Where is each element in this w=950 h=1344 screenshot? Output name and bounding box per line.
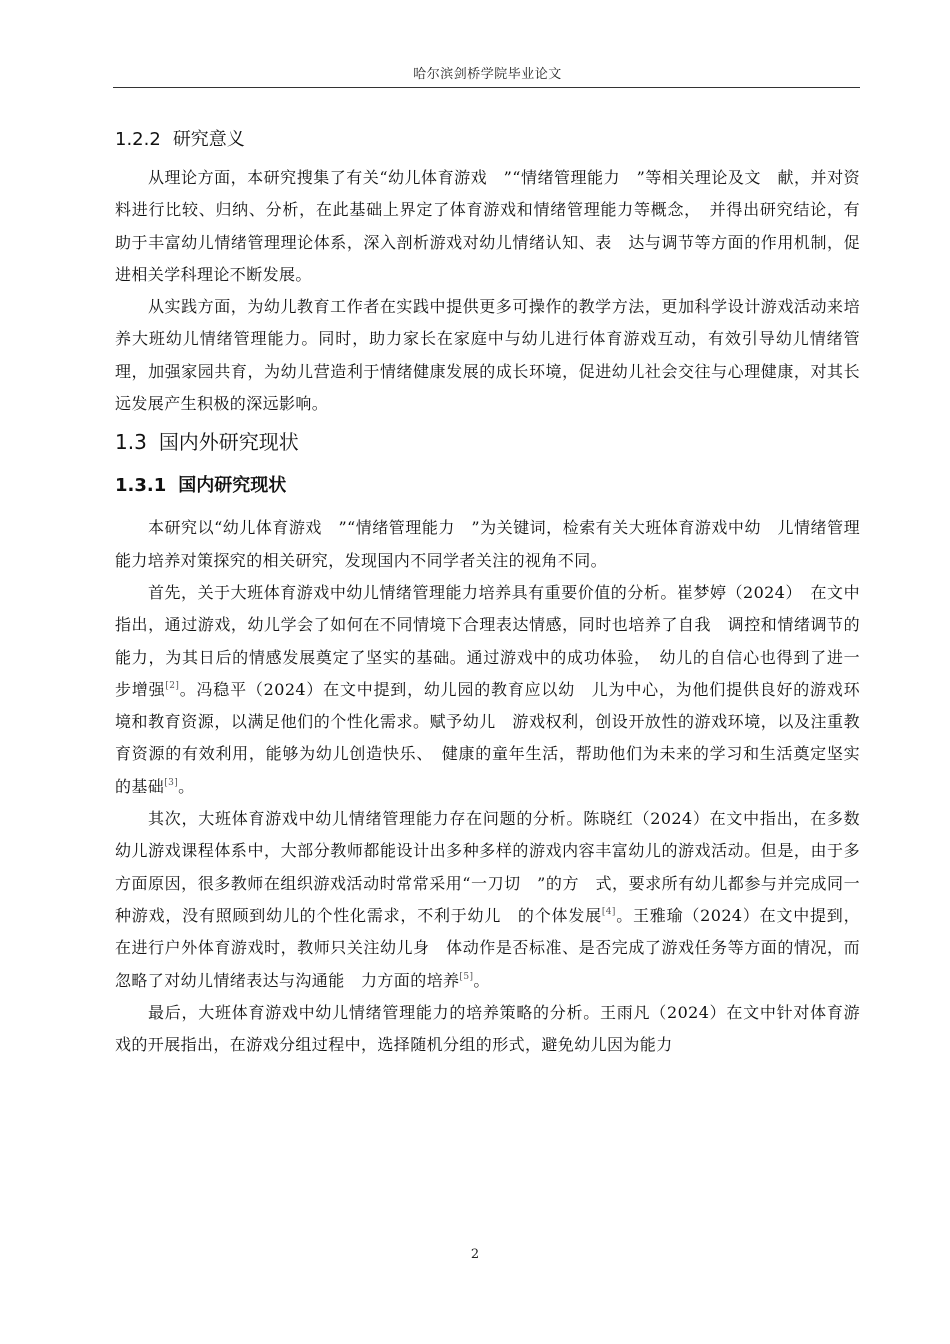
- section-title: 研究意义: [172, 129, 245, 150]
- paragraph-theory: 从理论方面，本研究搜集了有关“幼儿体育游戏 ”“情绪管理能力 ”等相关理论及文 献，并对资料进行比较、归纳、分析，在此基础上界定了体育游戏和情绪管理能力等概念， 并得出研究结论，有助于丰富幼儿情绪管理理论体系，深入剖析游戏对幼儿情绪认知、表 达与调节等方面的作用机制，促进相关学科理论不断发展。: [115, 168, 860, 284]
- page-body: [115, 118, 860, 1061]
- section-number: 1.2.2: [115, 129, 161, 150]
- section-heading-1-2-2: [115, 118, 860, 162]
- citation-ref: [3]: [164, 777, 179, 788]
- paragraph-text: 其次，大班体育游戏中幼儿情绪管理能力存在问题的分析。陈晓红（2024）在文中指出，在多数幼儿游戏课程体系中，大部分教师都能设计出多种多样的游戏内容丰富幼儿的游戏活动。但是，由于多方面原因，很多教师在组织游戏活动时常常采用“一刀切 ”的方 式，要求所有幼儿都参与并完成同一种游戏，没有照顾到幼儿的个性化需求，不利于幼儿 的个体发展: [115, 809, 860, 925]
- paragraph-text: 。: [178, 776, 195, 796]
- section-number: 1.3: [115, 430, 147, 455]
- paragraph-problem-analysis: [115, 803, 860, 997]
- header-rule: [113, 87, 860, 88]
- citation-ref: [2]: [165, 680, 180, 691]
- section-title: 国内研究现状: [178, 475, 287, 497]
- paragraph-text: 。冯稳平（2024）在文中提到，幼儿园的教育应以幼 儿为中心，为他们提供良好的游戏环境和教育资源，以满足他们的个性化需求。赋予幼儿 游戏权利，创设开放性的游戏环境，以及注重教育资源的有效利用，能够为幼儿创造快乐、 健康的童年生活，帮助他们为未来的学习和生活奠定坚实的基础: [115, 679, 860, 796]
- section-title: 国内外研究现状: [158, 430, 299, 455]
- running-header: 哈尔滨剑桥学院毕业论文: [413, 67, 562, 82]
- section-number: 1.3.1: [115, 475, 167, 497]
- paragraph-text: 。王雅瑜（2024）在文中提到，在进行户外体育游戏时，教师只关注幼儿身 体动作是否标准、是否完成了游戏任务等方面的情况，而忽略了对幼儿情绪表达与沟通能 力方面的培养: [115, 905, 860, 990]
- page-number: 2: [470, 1247, 480, 1262]
- paragraph-text: 。: [473, 970, 490, 990]
- paragraph-strategy-analysis: 最后，大班体育游戏中幼儿情绪管理能力的培养策略的分析。王雨凡（2024）在文中针对体育游戏的开展指出，在游戏分组过程中，选择随机分组的形式，避免幼儿因为能力: [115, 1002, 860, 1055]
- paragraph-value-analysis: [115, 577, 860, 803]
- paragraph-practice: 从实践方面，为幼儿教育工作者在实践中提供更多可操作的教学方法，更加科学设计游戏活动来培养大班幼儿情绪管理能力。同时，助力家长在家庭中与幼儿进行体育游戏互动，有效引导幼儿情绪管理，加强家园共育，为幼儿营造利于情绪健康发展的成长环境，促进幼儿社会交往与心理健康，对其长远发展产生积极的深远影响。: [115, 297, 860, 414]
- citation-ref: [5]: [459, 971, 474, 982]
- paragraph-text: 首先，关于大班体育游戏中幼儿情绪管理能力培养具有重要价值的分析。崔梦婷（2024） 在文中指出，通过游戏，幼儿学会了如何在不同情境下合理表达情感，同时也培养了自我 调控和情绪调节的能力，为其日后的情感发展奠定了坚实的基础。通过游戏中的成功体验， 幼儿的自信心也得到了进一步增强: [115, 582, 860, 699]
- section-heading-1-3-1: [115, 464, 860, 508]
- citation-ref: [4]: [601, 906, 616, 917]
- section-heading-1-3: [115, 420, 860, 464]
- paragraph-keywords: 本研究以“幼儿体育游戏 ”“情绪管理能力 ”为关键词，检索有关大班体育游戏中幼 儿情绪管理能力培养对策探究的相关研究，发现国内不同学者关注的视角不同。: [115, 518, 860, 570]
